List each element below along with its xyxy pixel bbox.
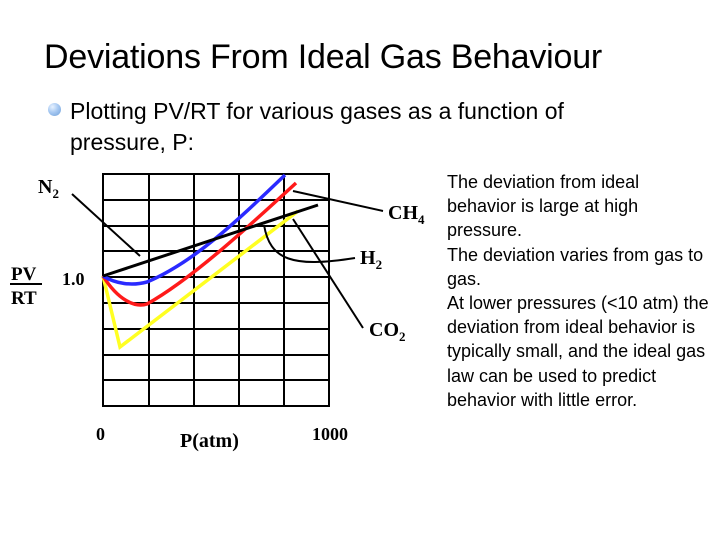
graph-grid [103,174,329,406]
label-n2: $N_2$ [38,176,59,201]
y-axis-label-top: PV [11,264,37,285]
x-axis-label: P(atm) [180,430,239,452]
label-h2: $H_2$ [360,247,383,272]
label-ch4: $CH_4$ [388,202,425,227]
bullet-text-line-2: pressure, P: [70,129,194,155]
side-paragraph-1: The deviation from ideal behavior is large at high pressure. [447,172,640,241]
side-paragraph-3: At lower pressures (<10 atm) the deviation from ideal behavior is typically small, and the ideal gas law can be used to predict behavior with little error. [447,293,709,410]
slide-title: Deviations From Ideal Gas Behaviour [44,38,603,76]
x-tick-1000: 1000 [312,424,348,444]
x-tick-0: 0 [96,424,105,444]
y-tick-1: 1.0 [62,269,85,289]
curve-yellow [103,211,298,347]
label-co2: $CO_2$ [369,319,406,344]
side-paragraph-2: The deviation varies from gas to gas. [447,244,704,289]
curve-ideal-black [103,205,318,276]
bullet-text-line-1: Plotting PV/RT for various gases as a function of [70,98,564,124]
y-axis-label-bottom: RT [11,288,37,309]
